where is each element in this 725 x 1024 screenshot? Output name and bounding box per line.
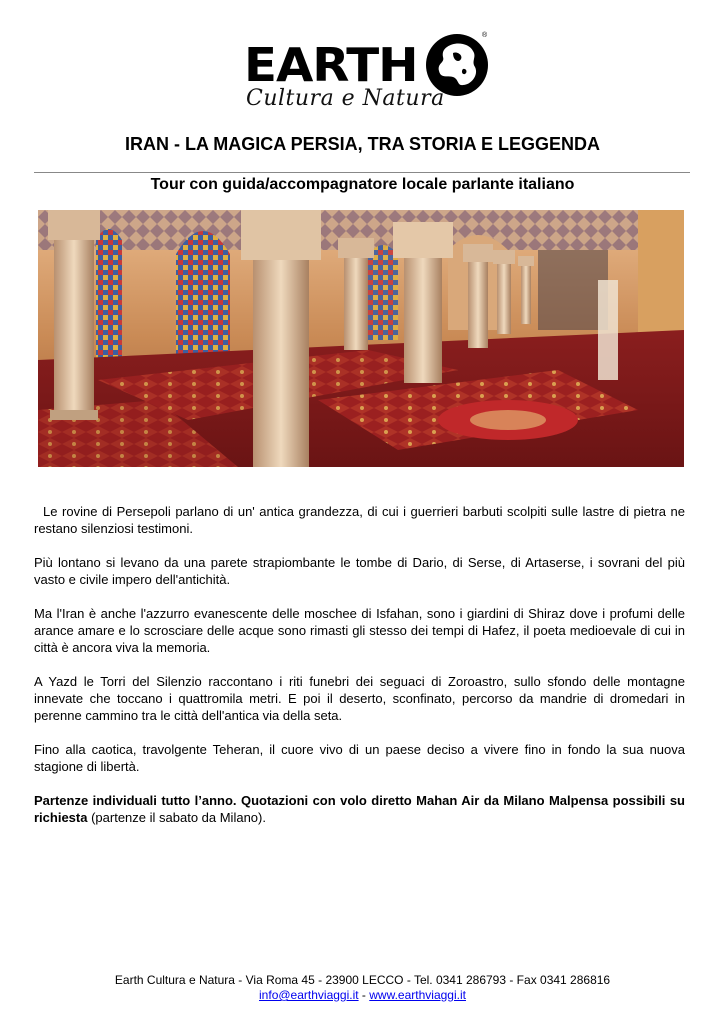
logo-wordmark: EARTH: [244, 38, 418, 92]
paragraph-persepoli: Le rovine di Persepoli parlano di un' antica grandezza, di cui i guerrieri barbuti scolpiti sulle lastre di pietra ne restano silenziosi testimoni.: [34, 504, 689, 536]
email-link[interactable]: info@earthviaggi.it: [259, 988, 359, 1002]
mosque-interior-photo: [38, 210, 684, 467]
page-subtitle: Tour con guida/accompagnatore locale parlante italiano: [150, 176, 575, 193]
title-divider: [34, 172, 690, 173]
earth-logo: [244, 30, 494, 114]
paragraph-departures: [34, 792, 685, 826]
footer-links: [34, 988, 691, 1003]
website-link[interactable]: www.earthviaggi.it: [369, 988, 466, 1002]
paragraph-tombs: Più lontano si levano da una parete strapiombante le tombe di Dario, di Serse, di Artaserse, i sovrani del più vasto e civile impero dell'antichità.: [34, 555, 685, 587]
paragraph-yazd: A Yazd le Torri del Silenzio raccontano i riti funebri dei seguaci di Zoroastro, sullo sfondo delle montagne innevate che toccano i quattromila metri. E poi il deserto, sconfinato, percorso da mandrie di dromedari in perenne cammino tra le città dell'antica via della seta.: [34, 674, 685, 723]
description-body: [34, 503, 689, 843]
departures-note: (partenze il sabato da Milano).: [87, 810, 266, 825]
departures-bold-text: Partenze individuali tutto l’anno. Quotazioni con volo diretto Mahan Air da Milano Malpensa possibili su richiesta: [34, 793, 685, 825]
footer-address: Earth Cultura e Natura - Via Roma 45 - 23900 LECCO - Tel. 0341 286793 - Fax 0341 286816: [114, 973, 611, 987]
logo-tagline: Cultura e Natura: [246, 86, 445, 111]
paragraph-teheran: Fino alla caotica, travolgente Teheran, il cuore vivo di un paese deciso a vivere fino in fondo la sua nuova stagione di libertà.: [34, 742, 685, 774]
paragraph-isfahan-shiraz: Ma l'Iran è anche l'azzurro evanescente delle moschee di Isfahan, sono i giardini di Shiraz dove i profumi delle arance amare e lo scrosciare delle acque sono rimasti gli stesso dei tempi di Hafez, il poeta medioevale di cui in città è ancora viva la memoria.: [34, 606, 685, 655]
page-title: IRAN - LA MAGICA PERSIA, TRA STORIA E LEGGENDA: [124, 134, 600, 154]
footer-separator: -: [358, 988, 370, 1002]
page-footer: [34, 973, 691, 1003]
registered-mark: ®: [482, 32, 488, 39]
